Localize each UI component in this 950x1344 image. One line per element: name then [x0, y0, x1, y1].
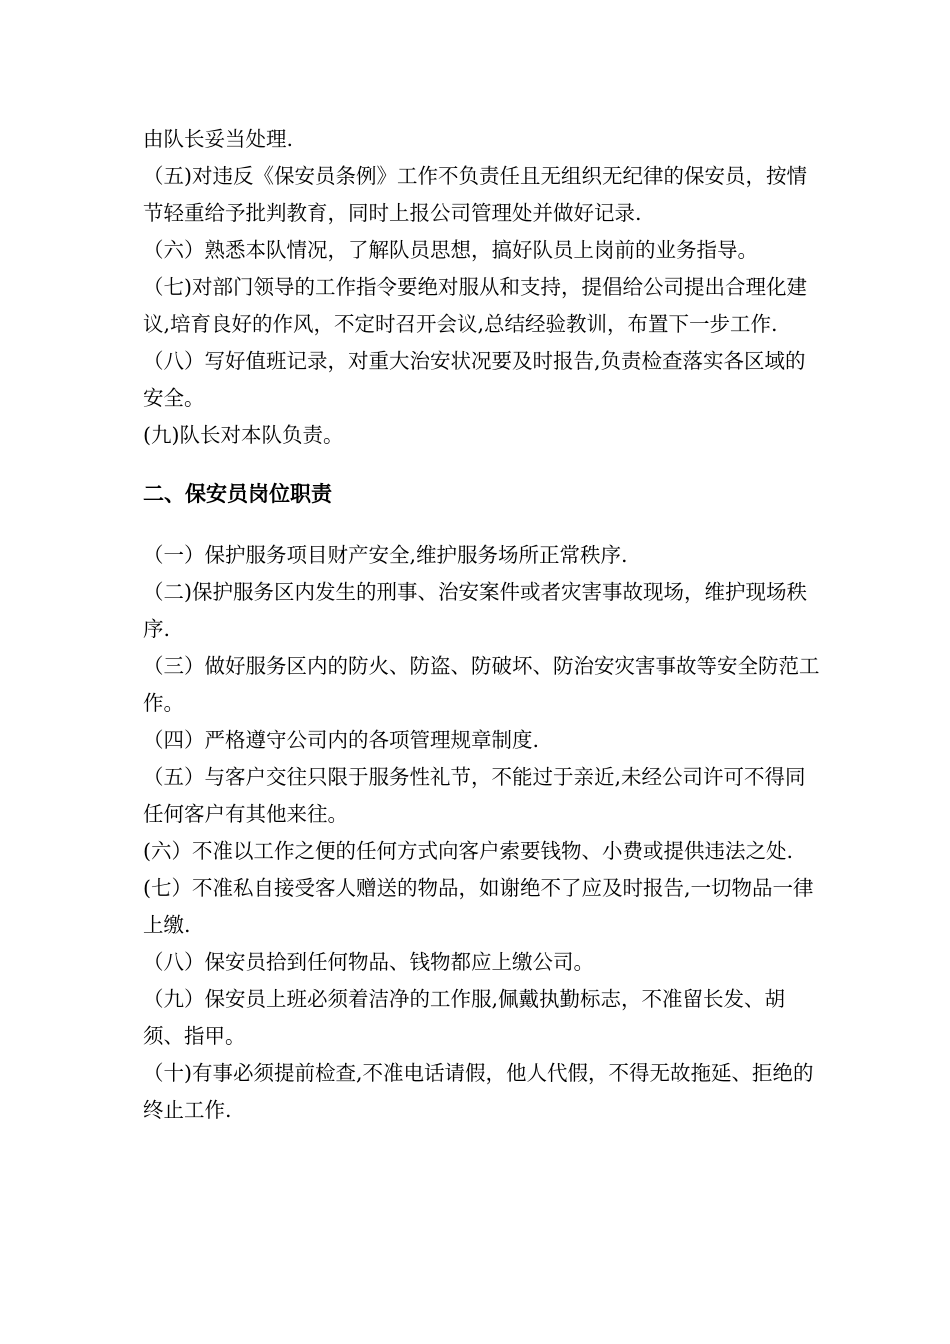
paragraph: 由队长妥当处理.: [143, 127, 294, 151]
paragraph: （二)保护服务区内发生的刑事、治安案件或者灾害事故现场，维护现场秩序.: [143, 580, 807, 641]
paragraph: (七）不准私自接受客人赠送的物品，如谢绝不了应及时报告,一切物品一律上缴.: [143, 876, 814, 937]
paragraph: （八）写好值班记录，对重大治安状况要及时报告,负责检查落实各区域的安全。: [143, 349, 806, 410]
paragraph: （五)对违反《保安员条例》工作不负责任且无组织无纪律的保安员，按情节轻重给予批判教育，同时上报公司管理处并做好记录.: [143, 164, 807, 225]
section2-list: [143, 537, 823, 1129]
paragraph: （三）做好服务区内的防火、防盗、防破坏、防治安灾害事故等安全防范工作。: [143, 654, 820, 715]
section2-heading: 二、保安员岗位职责: [143, 482, 332, 506]
paragraph: (九)队长对本队负责。: [143, 423, 344, 447]
paragraph: （一）保护服务项目财产安全,维护服务场所正常秩序.: [143, 543, 628, 567]
paragraph: （六）熟悉本队情况，了解队员思想，搞好队员上岗前的业务指导。: [143, 238, 758, 262]
paragraph: （七)对部门领导的工作指令要绝对服从和支持，提倡给公司提出合理化建议,培育良好的作风，不定时召开会议,总结经验教训，布置下一步工作.: [143, 275, 807, 336]
section1-list: [143, 121, 823, 454]
paragraph: （十)有事必须提前检查,不准电话请假，他人代假，不得无故拖延、拒绝的终止工作.: [143, 1061, 814, 1122]
paragraph: （八）保安员拾到任何物品、钱物都应上缴公司。: [143, 950, 594, 974]
paragraph: （九）保安员上班必须着洁净的工作服,佩戴执勤标志，不准留长发、胡须、指甲。: [143, 987, 786, 1048]
document-body: [143, 121, 823, 1129]
paragraph: （四）严格遵守公司内的各项管理规章制度.: [143, 728, 540, 752]
paragraph: （五）与客户交往只限于服务性礼节，不能过于亲近,未经公司许可不得同任何客户有其他来往。: [143, 765, 806, 826]
paragraph: (六）不准以工作之便的任何方式向客户索要钱物、小费或提供违法之处.: [143, 839, 794, 863]
